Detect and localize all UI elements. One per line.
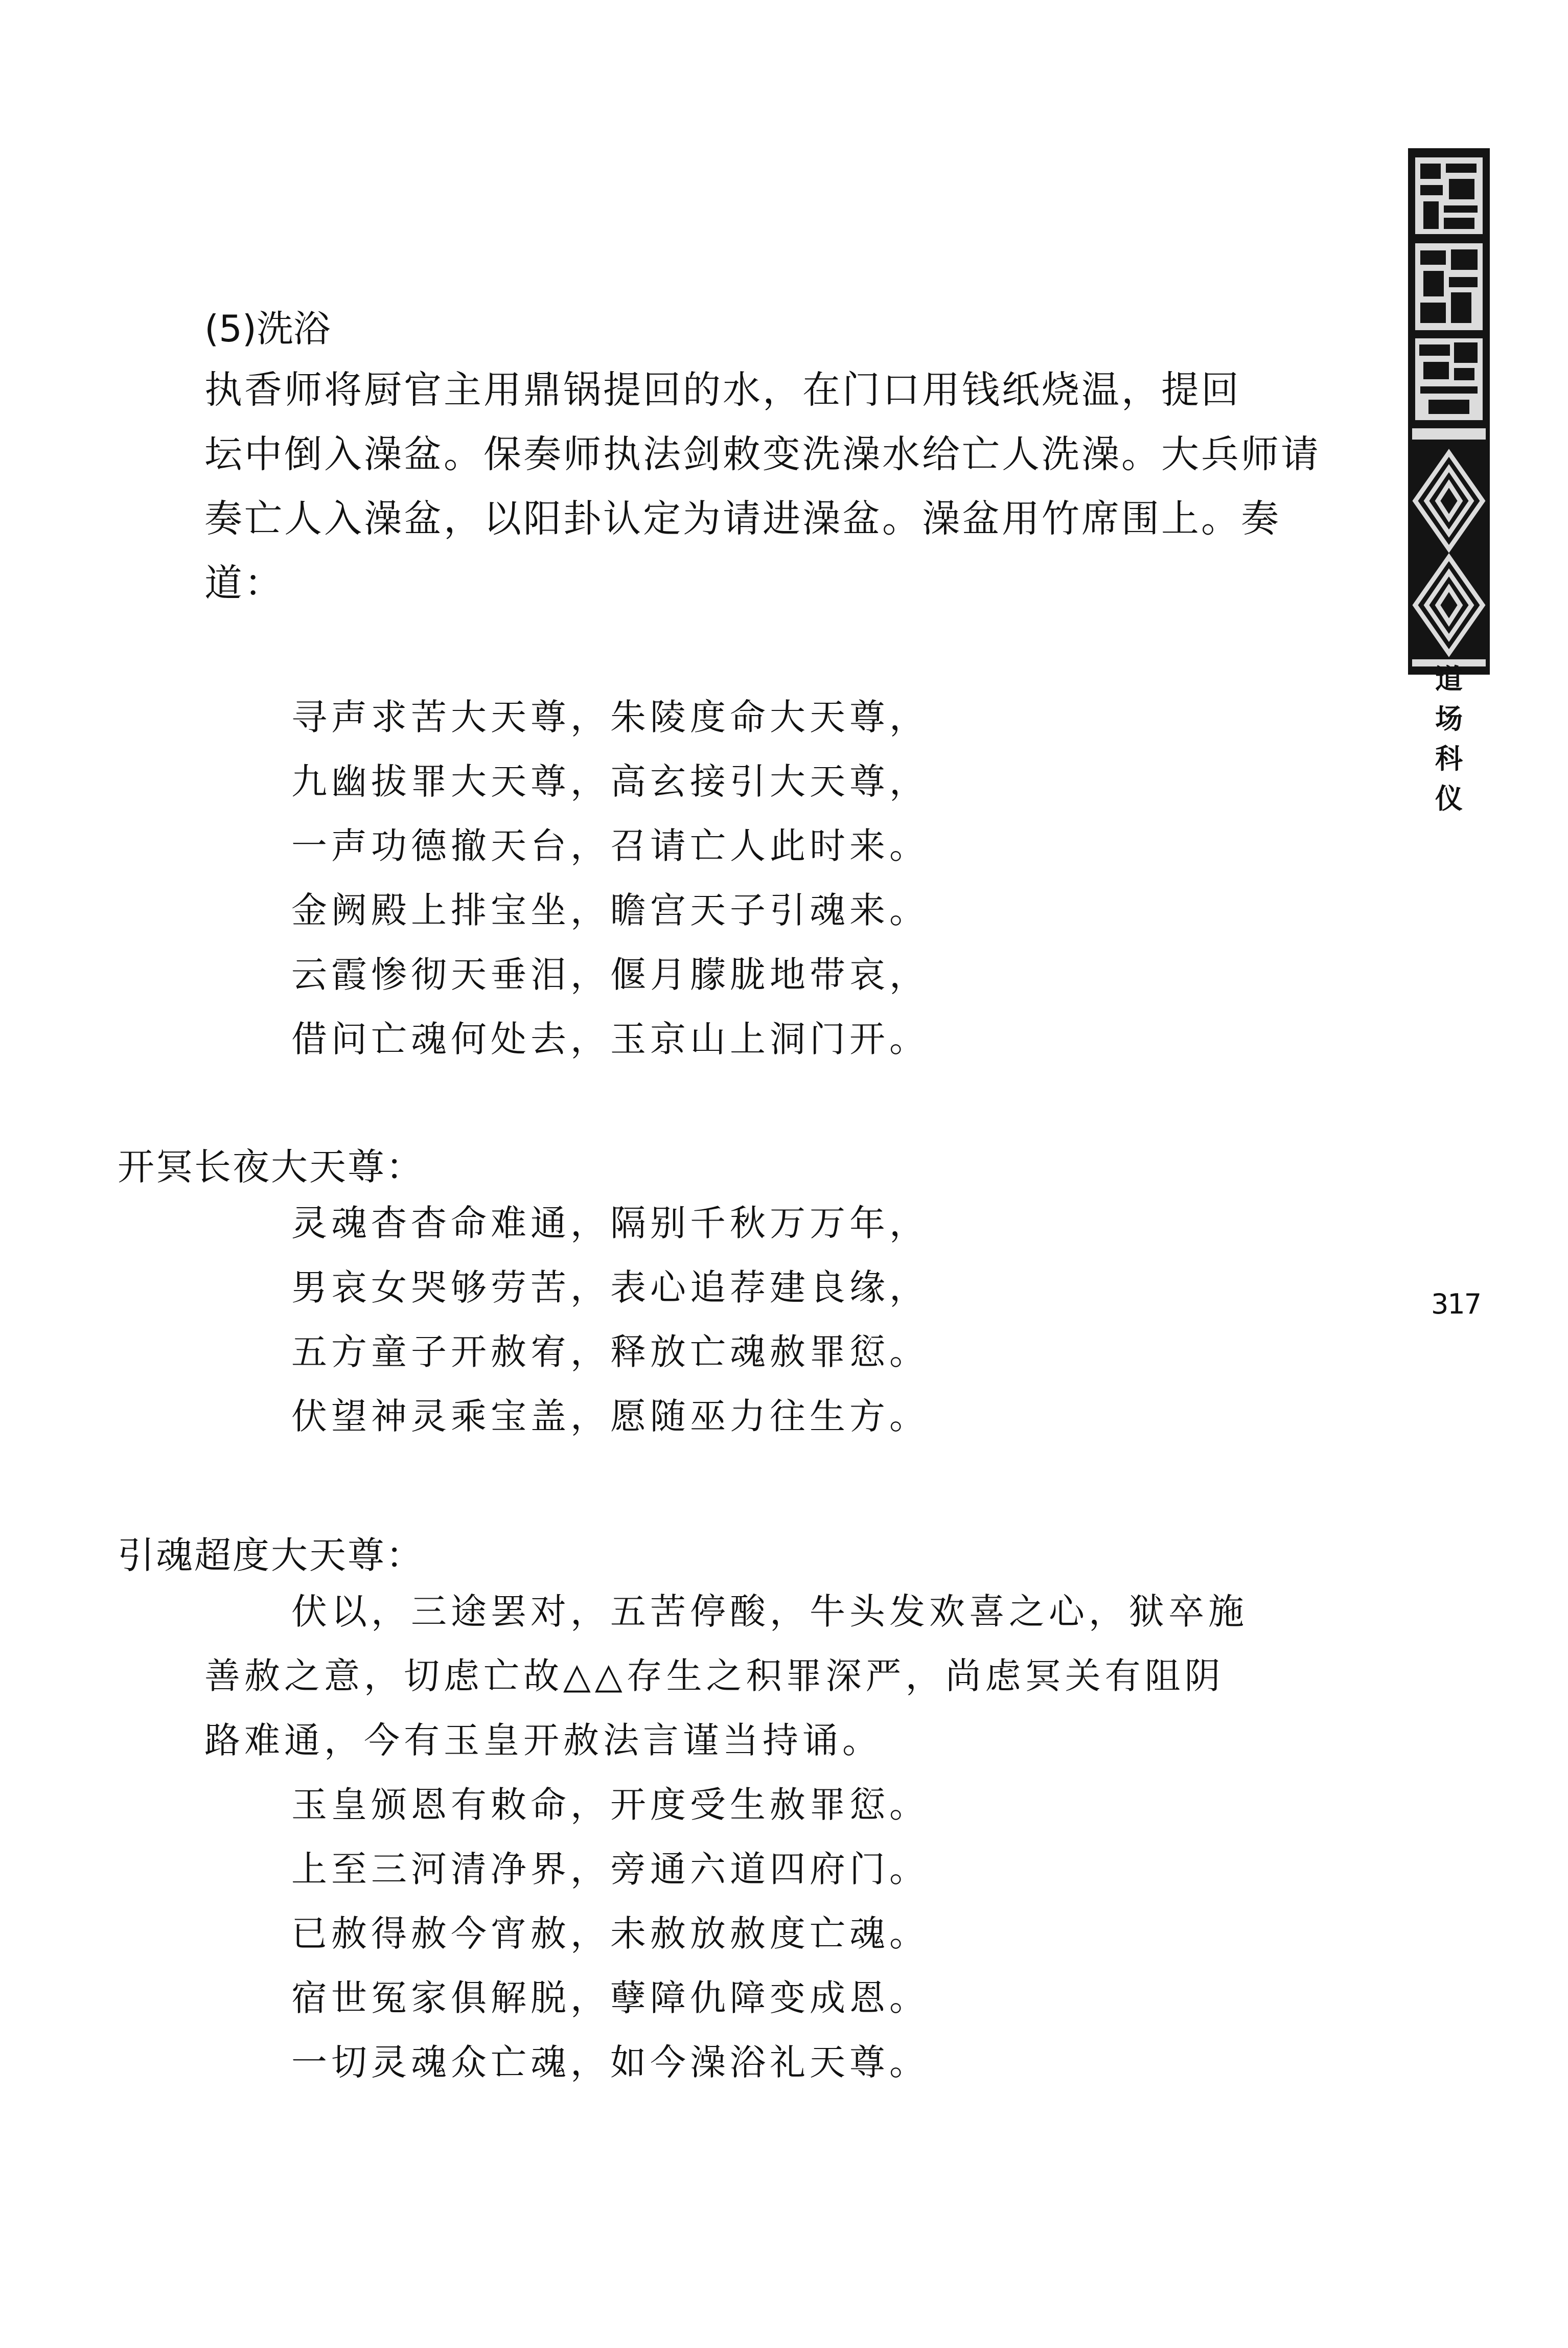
side-label-char: 仪 <box>1435 782 1463 815</box>
paragraph-line: 执香师将厨官主用鼎锅提回的水，在门口用钱纸烧温，提回 <box>204 368 1241 412</box>
side-ornament <box>1408 148 1490 675</box>
verse-line: 上至三河清净界，旁通六道四府门。 <box>291 1848 929 1890</box>
verse-line: 云霞惨彻天垂泪，偃月朦胧地带哀， <box>291 954 929 996</box>
verse-line: 宿世冤家俱解脱，孽障仇障变成恩。 <box>291 1977 929 2019</box>
side-chapter-label <box>1426 659 1472 819</box>
verse-line: 一切灵魂众亡魂，如今澡浴礼天尊。 <box>291 2041 929 2083</box>
verse-block-1 <box>291 685 929 1071</box>
verse-line: 灵魂杳杳命难通，隔别千秋万万年， <box>291 1202 929 1244</box>
verse-line: 伏望神灵乘宝盖，愿随巫力往生方。 <box>291 1395 929 1437</box>
side-label-char: 道 <box>1435 663 1463 695</box>
verse-line: 借问亡魂何处去，玉京山上洞门开。 <box>291 1018 929 1060</box>
prose-line: 善赦之意，切虑亡故△△存生之积罪深严，尚虑冥关有阻阴 <box>204 1655 1225 1697</box>
intro-paragraph <box>204 358 1241 422</box>
section-heading: (5)洗浴 <box>204 307 330 350</box>
prose-line-first <box>291 1579 1248 1644</box>
prose-line: 伏以，三途罢对，五苦停酸，牛头发欢喜之心，狱卒施 <box>291 1591 1248 1632</box>
side-label-char: 科 <box>1435 743 1463 775</box>
invocation-heading-3: 引魂超度大天尊： <box>118 1534 425 1577</box>
ornament-pattern-icon <box>1408 148 1490 675</box>
verse-line: 五方童子开赦宥，释放亡魂赦罪愆。 <box>291 1331 929 1373</box>
prose-line: 路难通，今有玉皇开赦法言谨当持诵。 <box>204 1719 882 1761</box>
verse-line: 一声功德撤天台，召请亡人此时来。 <box>291 825 929 867</box>
side-label-char: 场 <box>1435 703 1463 735</box>
verse-line: 金阙殿上排宝坐，瞻宫天子引魂来。 <box>291 889 929 931</box>
verse-line: 男哀女哭够劳苦，表心追荐建良缘， <box>291 1267 929 1308</box>
paragraph-line: 坛中倒入澡盆。保奏师执法剑敕变洗澡水给亡人洗澡。大兵师请 <box>204 432 1321 476</box>
invocation-heading-2: 开冥长夜大天尊： <box>118 1145 425 1188</box>
paragraph-line: 道： <box>204 561 284 605</box>
verse-line: 已赦得赦今宵赦，未赦放赦度亡魂。 <box>291 1913 929 1954</box>
verse-line: 寻声求苦大天尊，朱陵度命大天尊， <box>291 696 929 738</box>
prose-block-3 <box>204 1644 1225 1772</box>
intro-paragraph-cont <box>204 422 1321 615</box>
paragraph-line: 奏亡人入澡盆，以阳卦认定为请进澡盆。澡盆用竹席围上。奏 <box>204 497 1281 541</box>
verse-line: 玉皇颁恩有敕命，开度受生赦罪愆。 <box>291 1784 929 1826</box>
verse-block-2 <box>291 1191 929 1448</box>
page-number: 317 <box>1431 1288 1481 1320</box>
verse-block-3 <box>291 1772 929 2094</box>
verse-line: 九幽拔罪大天尊，高玄接引大天尊， <box>291 761 929 802</box>
